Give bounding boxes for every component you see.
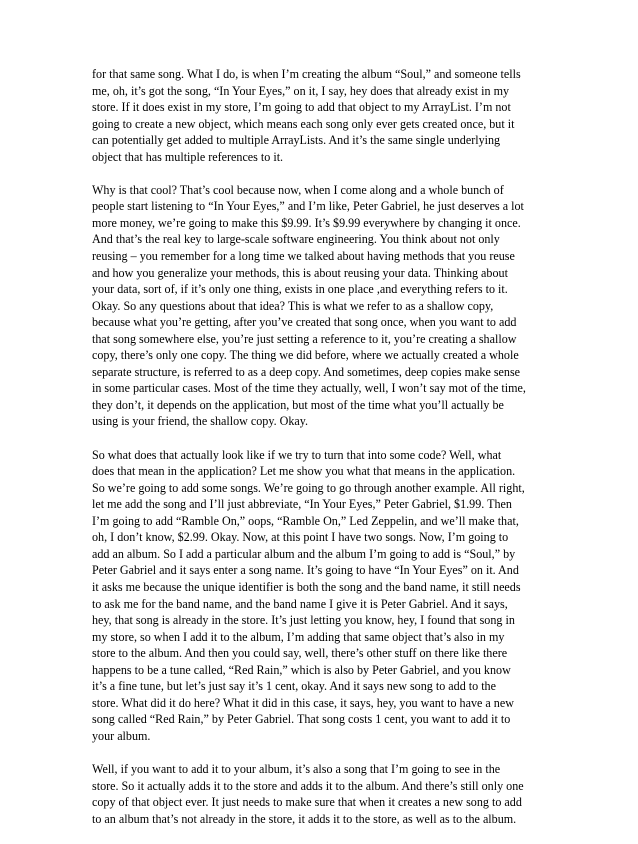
- text-line: object that has multiple references to it.: [92, 149, 284, 164]
- paragraph: [92, 66, 549, 165]
- text-line: to ask me for the band name, and the band name I give it is Peter Gabriel. And it says,: [92, 596, 508, 611]
- text-line: your data, sort of, if it’s only one thing, exists in one place ,and everything refers to it.: [92, 282, 508, 297]
- text-line: And that’s the real key to large-scale software engineering. You think about not only: [92, 232, 500, 247]
- text-line: me, oh, it’s got the song, “In Your Eyes,” on it, I say, hey does that already exist in my: [92, 83, 510, 98]
- text-line: store. What did it do here? What it did in this case, it says, hey, you want to have a new: [92, 695, 514, 710]
- paragraph: [92, 761, 549, 827]
- text-line: hey, that song is already in the store. It’s just letting you know, hey, I found that song in: [92, 613, 515, 628]
- text-line: for that same song. What I do, is when I’m creating the album “Soul,” and someone tells: [92, 67, 521, 81]
- text-line: happens to be a tune called, “Red Rain,” which is also by Peter Gabriel, and you know: [92, 662, 511, 677]
- text-line: copy of that object ever. It just needs to make sure that when it creates a new song to add: [92, 795, 522, 810]
- text-line: copy, there’s only one copy. The thing we did before, where we actually created a whole: [92, 348, 519, 363]
- text-line: song called “Red Rain,” by Peter Gabriel. That song costs 1 cent, you want to add it to: [92, 712, 511, 727]
- text-line: oh, I don’t know, $2.99. Okay. Now, at this point I have two songs. Now, I’m going to: [92, 530, 509, 545]
- text-line: let me add the song and I’ll just abbreviate, “In Your Eyes,” Peter Gabriel, $1.99. Then: [92, 497, 512, 512]
- text-line: does that mean in the application? Let me show you what that means in the application.: [92, 464, 516, 479]
- paragraph: [92, 182, 549, 430]
- text-line: So what does that actually look like if we try to turn that into some code? Well, what: [92, 447, 502, 462]
- text-line: and how you generalize your methods, this is about reusing your data. Thinking about: [92, 265, 508, 280]
- text-line: separate structure, is referred to as a deep copy. And sometimes, deep copies make sense: [92, 364, 521, 379]
- text-line: going to create a new object, which means each song only ever gets created once, but it: [92, 116, 515, 131]
- text-line: people start listening to “In Your Eyes,” and I’m like, Peter Gabriel, he just deserves a lot: [92, 199, 524, 214]
- text-line: add an album. So I add a particular album and the album I’m going to add is “Soul,” by: [92, 546, 516, 561]
- text-line: that song somewhere else, you’re just setting a reference to it, you’re creating a shallow: [92, 331, 517, 346]
- text-line: Well, if you want to add it to your album, it’s also a song that I’m going to see in the: [92, 761, 501, 776]
- text-line: my store, so when I add it to the album, I’m adding that same object that’s also in my: [92, 629, 505, 644]
- text-line: it asks me because the unique identifier is both the song and the band name, it still needs: [92, 579, 521, 594]
- text-line: using is your friend, the shallow copy. Okay.: [92, 414, 309, 429]
- text-line: they don’t, it depends on the application, but most of the time what you’ll actually be: [92, 397, 504, 412]
- text-line: your album.: [92, 728, 151, 743]
- text-line: in some particular cases. Most of the time they actually, well, I won’t say mot of the time,: [92, 381, 526, 396]
- text-line: Okay. So any questions about that idea? This is what we refer to as a shallow copy,: [92, 298, 494, 313]
- text-line: store. If it does exist in my store, I’m going to add that object to my ArrayList. I’m not: [92, 100, 511, 115]
- text-line: store to the album. And then you could say, well, there’s other stuff on there like there: [92, 646, 508, 661]
- text-line: it’s a fine tune, but let’s just say it’s 1 cent, okay. And it says new song to add to the: [92, 679, 496, 694]
- text-line: because what you’re getting, after you’ve created that song once, when you want to add: [92, 315, 517, 330]
- document-page: [92, 66, 549, 844]
- text-line: So we’re going to add some songs. We’re going to go through another example. All right,: [92, 480, 525, 495]
- text-line: Why is that cool? That’s cool because now, when I come along and a whole bunch of: [92, 182, 504, 197]
- text-line: can potentially get added to multiple ArrayLists. And it’s the same single underlying: [92, 133, 501, 148]
- paragraph: [92, 447, 549, 745]
- text-line: store. So it actually adds it to the store and adds it to the album. And there’s still only one: [92, 778, 524, 793]
- text-line: to an album that’s not already in the store, it adds it to the store, as well as to the album.: [92, 811, 517, 826]
- text-line: reusing – you remember for a long time we talked about having methods that you reuse: [92, 249, 515, 264]
- text-line: Peter Gabriel and it says enter a song name. It’s going to have “In Your Eyes” on it. And: [92, 563, 519, 578]
- text-line: I’m going to add “Ramble On,” oops, “Ramble On,” Led Zeppelin, and we’ll make that,: [92, 513, 519, 528]
- text-line: more money, we’re going to make this $9.99. It’s $9.99 everywhere by changing it once.: [92, 215, 521, 230]
